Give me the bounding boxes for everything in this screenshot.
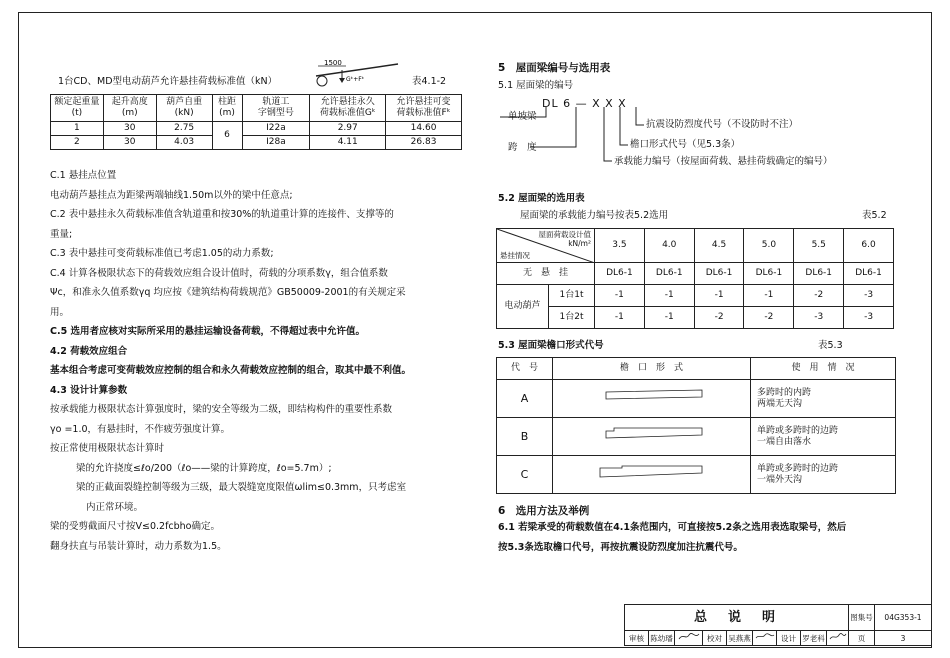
table-5-2: 屋面荷载设计值 kN/m² 悬挂情况 3.5 4.0 4.5 5.0 5.5 6.0 无 悬 挂 DL6-1 DL6-1 DL6-1 DL6-1 DL6-1 DL6-1 电动葫芦 1台1t -1 -1 -1 -1 -2 -3 1台2t -1 -1 -2 -2 -3 -3 — [496, 228, 894, 329]
dim-label: 1500 — [324, 59, 342, 67]
table-row: C 单跨或多跨时的边跨 一端外天沟 — [497, 456, 896, 494]
beam-code: DL 6 — X X X — [542, 97, 627, 110]
section-5-2-sub: 屋面梁的承载能力编号按表5.2选用 — [520, 210, 669, 221]
notes-block: C.1 悬挂点位置 电动葫芦悬挂点为距梁两端轴线1.50m以外的梁中任意点; C.2 表中悬挂永久荷载标准值含轨道重和按30%的轨道重计算的连接件、支撑等的 重量; C.3 表中悬挂可变荷载标准值已考虑1.05的动力系数; C.4 计算各极限状态下的荷载效应组合设计值时，荷载的分项系数γ，组合值系数 Ψc，和准永久值系数γq 均应按《建筑结构荷载规范》GB50009-2001的有关规定采 用。 C.5 选用者应核对实际所采用的悬挂运输设备荷载，不得超过表中允许值。 4.2 荷载效应组合 基本组合考虑可变荷载效应控制的组合和永久荷载效应控制的组合，取其中最不利值。 4.3 设计计算参数 按承载能力极限状态计算强度时，梁的安全等级为二级，即结构构件的重要性系数 γo =1.0，有悬挂时，不作疲劳强度计算。 按正常使用极限状态计算时 梁的允许挠度≤ℓo/200（ℓo——梁的计算跨度，ℓo=5.7m）; 梁的正截面裂缝控制等级为三级，最大裂缝宽度限值ωlim≤0.3mm，只考虑室 内正常环境。 梁的受剪截面尺寸按V≤0.2fcbho确定。 翻身扶直与吊装计算时，动力系数为1.5。 — [50, 170, 412, 552]
th-spacing: 柱距 (m) — [212, 95, 242, 122]
table-row: 1 30 2.75 6 I22a 2.97 14.60 — [51, 122, 462, 136]
signature — [753, 631, 777, 646]
load-label: Gᵏ+Fᵏ — [346, 76, 365, 83]
label-span: 跨 度 — [508, 142, 537, 153]
page-label: 页 — [849, 631, 875, 646]
table-5-2-number: 表5.2 — [862, 210, 887, 221]
corner-cell: 屋面荷载设计值 kN/m² 悬挂情况 — [497, 229, 595, 263]
section-6-1-line2: 按5.3条选取檐口代号，再按抗震设防烈度加注抗震代号。 — [498, 542, 743, 553]
table-4-1-2 — [50, 94, 462, 150]
eave-b-figure — [553, 418, 751, 456]
eave-a-figure — [553, 380, 751, 418]
table-4-1-2-number: 表4.1-2 — [412, 76, 447, 87]
th-rail: 轨道工 字钢型号 — [242, 95, 310, 122]
table-5-3-number: 表5.3 — [818, 340, 843, 351]
signature — [827, 631, 849, 646]
title-block-title: 总 说 明 — [625, 605, 849, 631]
table-row: B 单跨或多跨时的边跨 一端自由落水 — [497, 418, 896, 456]
table-row: 电动葫芦 1台1t -1 -1 -1 -1 -2 -3 — [497, 285, 894, 307]
label-seismic: 抗震设防烈度代号（不设防时不注） — [646, 119, 799, 130]
section-6-heading: 6 选用方法及举例 — [498, 505, 590, 517]
table-row: 1台2t -1 -1 -2 -2 -3 -3 — [497, 307, 894, 329]
eave-c-figure — [553, 456, 751, 494]
table-row: A 多跨时的内跨 两端无天沟 — [497, 380, 896, 418]
table-row: 无 悬 挂 DL6-1 DL6-1 DL6-1 DL6-1 DL6-1 DL6-1 — [497, 263, 894, 285]
label-single-slope: 单坡梁 — [508, 111, 537, 122]
section-5-heading: 5 屋面梁编号与选用表 — [498, 62, 611, 74]
atlas-label: 图集号 — [849, 605, 875, 631]
table-4-1-2-title: 1台CD、MD型电动葫芦允许悬挂荷载标准值（kN） — [58, 76, 278, 87]
title-block: 总 说 明 图集号 04G353-1 审核 陈幼璠 校对 吴燕燕 设计 罗老科 页 3 — [624, 604, 932, 646]
section-5-3-heading: 5.3 屋面梁檐口形式代号 — [498, 340, 604, 351]
th-var: 允许悬挂可变 荷载标准值Fᵏ — [386, 95, 462, 122]
th-perm: 允许悬挂永久 荷载标准值Gᵏ — [310, 95, 386, 122]
section-6-1-line1: 6.1 若梁承受的荷载数值在4.1条范围内，可直接按5.2条之选用表选取梁号，然后 — [498, 522, 847, 533]
atlas-number: 04G353-1 — [875, 605, 932, 631]
table-row: 2 30 4.03 I28a 4.11 26.83 — [51, 136, 462, 150]
section-5-1-heading: 5.1 屋面梁的编号 — [498, 80, 574, 91]
page-number: 3 — [875, 631, 932, 646]
label-capacity: 承载能力编号（按屋面荷载、悬挂荷载确定的编号） — [614, 156, 833, 167]
crane-figure — [308, 54, 408, 90]
th-capacity: 额定起重量 (t) — [51, 95, 104, 122]
th-height: 起升高度 (m) — [103, 95, 156, 122]
section-5-2-heading: 5.2 屋面梁的选用表 — [498, 193, 585, 204]
label-eave: 檐口形式代号（见5.3条） — [630, 139, 741, 150]
table-5-3: 代 号 檐 口 形 式 使 用 情 况 A 多跨时的内跨 两端无天沟 B 单跨或多跨时的边跨 一端自由落水 C 单跨或多跨时的边跨 一端外天沟 — [496, 357, 896, 494]
th-weight: 葫芦自重 (kN) — [156, 95, 212, 122]
signature — [675, 631, 703, 646]
